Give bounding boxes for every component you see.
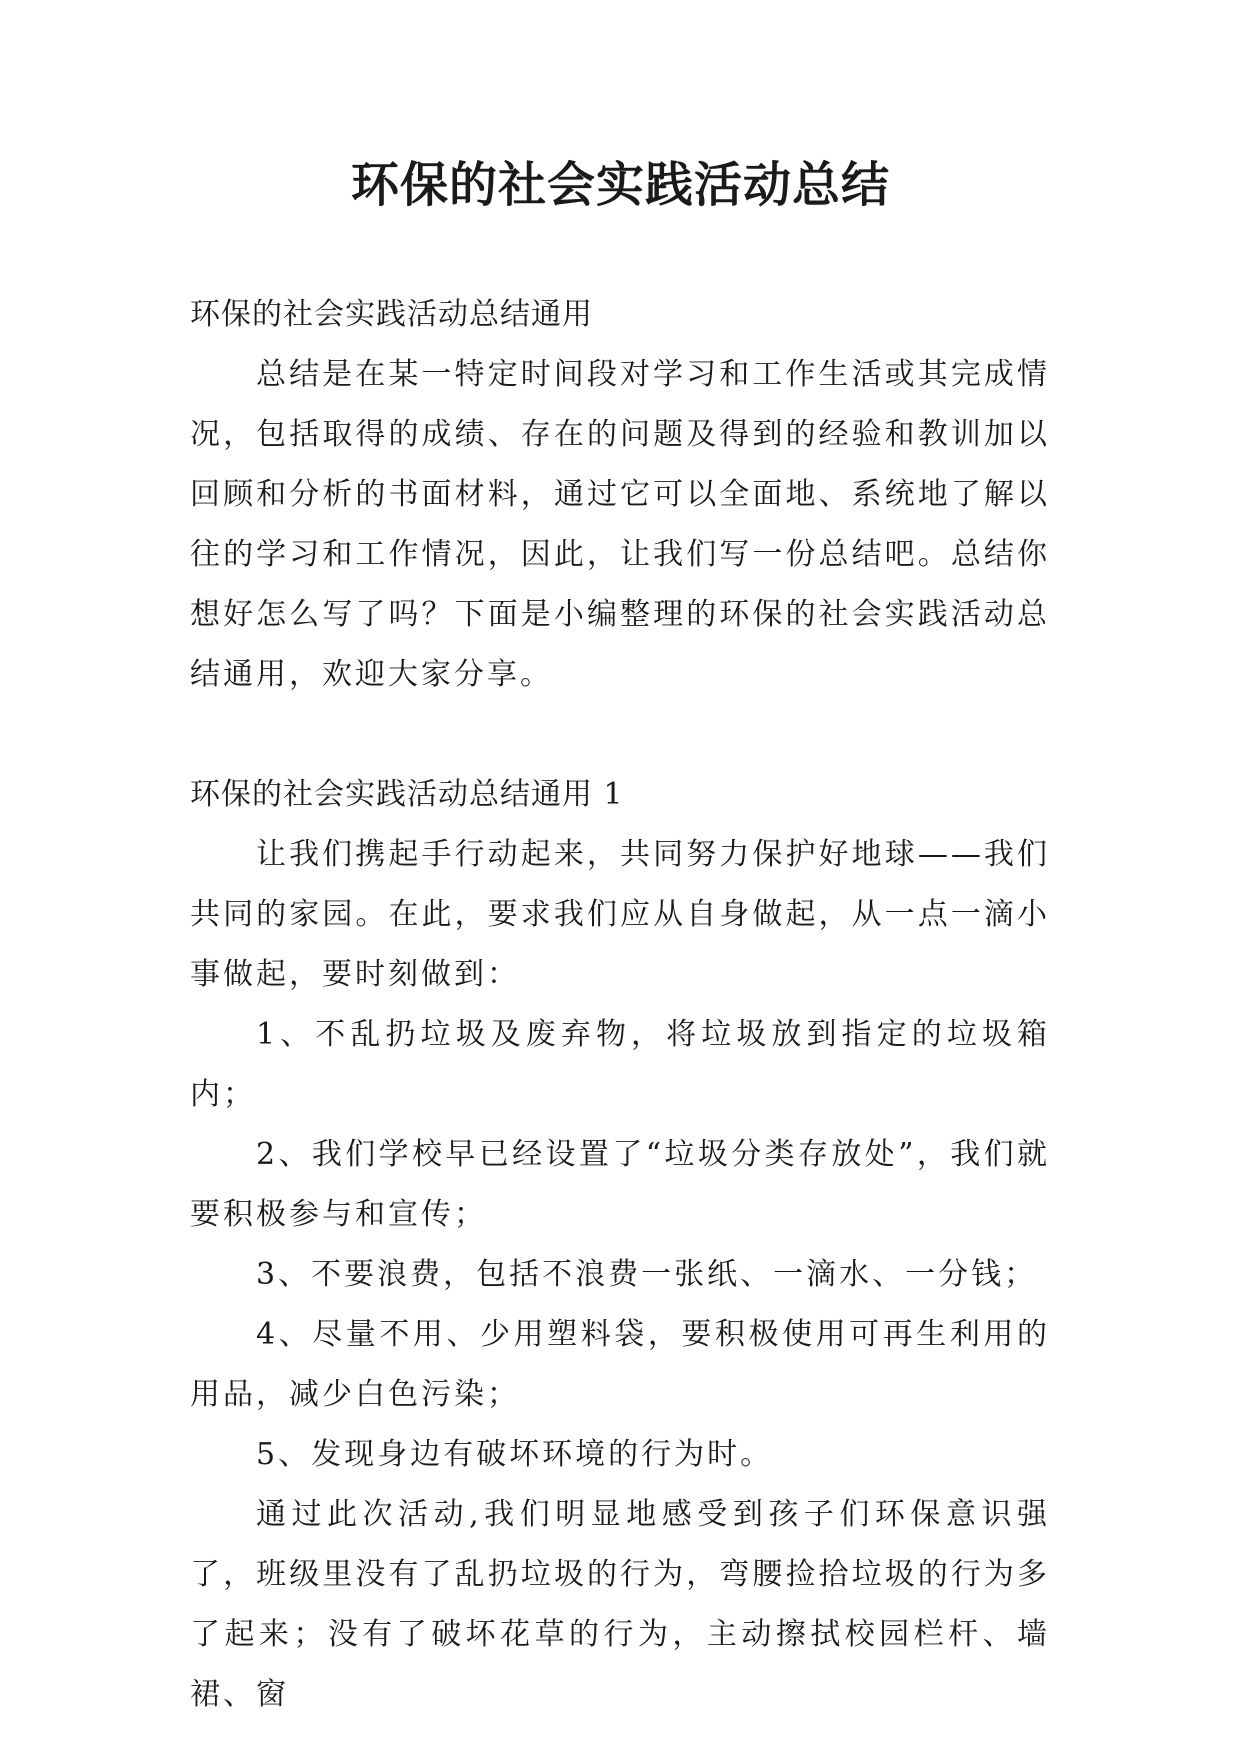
section1-list-item-5: 5、发现身边有破坏环境的行为时。 xyxy=(256,1437,774,1472)
section-spacer xyxy=(190,705,1050,765)
intro-heading: 环保的社会实践活动总结通用 xyxy=(190,297,593,332)
section1-list-item-1: 1、不乱扔垃圾及废弃物，将垃圾放到指定的垃圾箱内； xyxy=(190,1017,1050,1112)
document-body xyxy=(190,285,1050,1725)
section1-paragraph-2: 通过此次活动,我们明显地感受到孩子们环保意识强了，班级里没有了乱扔垃圾的行为，弯腰捡拾垃圾的行为多了起来；没有了破坏花草的行为，主动擦拭校园栏杆、墙裙、窗 xyxy=(190,1497,1050,1712)
section1-paragraph-1: 让我们携起手行动起来，共同努力保护好地球——我们共同的家园。在此，要求我们应从自身做起，从一点一滴小事做起，要时刻做到： xyxy=(190,837,1050,992)
section1-heading: 环保的社会实践活动总结通用 1 xyxy=(190,777,624,812)
document-title: 环保的社会实践活动总结 xyxy=(350,157,890,213)
section1-list-item-3: 3、不要浪费，包括不浪费一张纸、一滴水、一分钱； xyxy=(256,1257,1038,1292)
intro-paragraph: 总结是在某一特定时间段对学习和工作生活或其完成情况，包括取得的成绩、存在的问题及得到的经验和教训加以回顾和分析的书面材料，通过它可以全面地、系统地了解以往的学习和工作情况，因此，让我们写一份总结吧。总结你想好怎么写了吗？下面是小编整理的环保的社会实践活动总结通用，欢迎大家分享。 xyxy=(190,357,1050,692)
section1-list-item-4: 4、尽量不用、少用塑料袋，要积极使用可再生利用的用品，减少白色污染； xyxy=(190,1317,1050,1412)
section1-list-item-2: 2、我们学校早已经设置了“垃圾分类存放处”，我们就要积极参与和宣传； xyxy=(190,1137,1050,1232)
